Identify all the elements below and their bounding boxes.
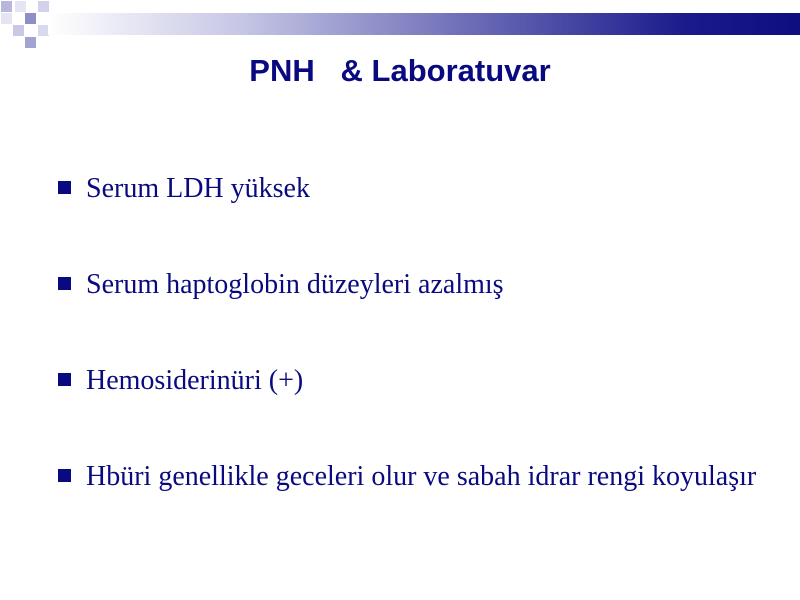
bullet-text: Hbüri genellikle geceleri olur ve sabah idrar rengi koyulaşır [86, 461, 757, 492]
bullet-item [58, 267, 758, 303]
decor-square [1, 1, 12, 12]
bullet-text: Serum LDH yüksek [86, 173, 310, 204]
bullet-text: Serum haptoglobin düzeyleri azalmış [86, 269, 504, 300]
decor-square [25, 37, 36, 48]
bullet-item [58, 171, 758, 207]
slide-title: PNH & Laboratuvar [249, 53, 551, 88]
bullet-text: Hemosiderinüri (+) [86, 365, 304, 396]
bullet-item [58, 459, 758, 495]
decor-square [38, 1, 49, 12]
square-bullet-icon [58, 373, 71, 386]
bullet-item [58, 363, 758, 399]
square-bullet-icon [58, 181, 71, 194]
square-bullet-icon [58, 469, 71, 482]
decor-square [1, 13, 12, 24]
header-gradient-bar [48, 13, 800, 35]
bullet-list [58, 171, 758, 495]
decor-square [13, 25, 24, 36]
decor-square [15, 1, 26, 12]
decor-square [25, 13, 36, 24]
square-bullet-icon [58, 277, 71, 290]
